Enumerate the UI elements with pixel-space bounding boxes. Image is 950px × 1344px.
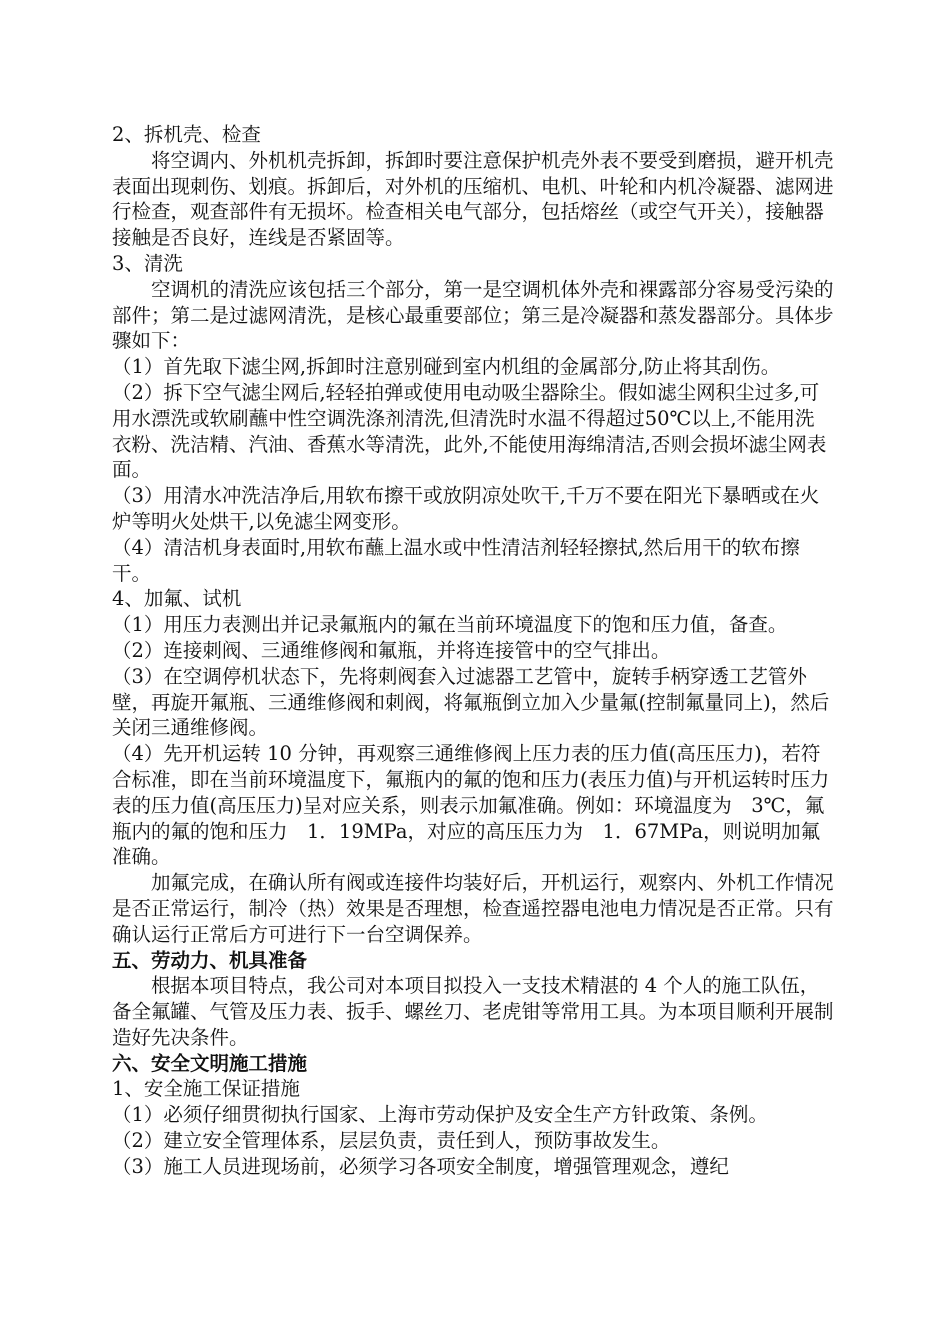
list-item: （1）首先取下滤尘网,拆卸时注意别碰到室内机组的金属部分,防止将其刮伤。 bbox=[112, 355, 781, 379]
paragraph: 根据本项目特点，我公司对本项目拟投入一支技术精湛的 4 个人的施工队伍，备全氟罐、气管及压力表、扳手、螺丝刀、老虎钳等常用工具。为本项目顺利开展制造好先决条件。 bbox=[112, 974, 834, 1049]
list-item: （3）用清水冲洗洁净后,用软布擦干或放阴凉处吹干,千万不要在阳光下暴晒或在火炉等明火处烘干,以免滤尘网变形。 bbox=[112, 484, 820, 533]
paragraph: 空调机的清洗应该包括三个部分，第一是空调机体外壳和裸露部分容易受污染的部件；第二是过滤网清洗，是核心最重要部位；第三是冷凝器和蒸发器部分。具体步骤如下： bbox=[112, 277, 834, 353]
section-heading: 六、安全文明施工措施 bbox=[112, 1051, 308, 1075]
subsection-heading: 4、加氟、试机 bbox=[112, 587, 242, 611]
list-item: （2）建立安全管理体系，层层负责，责任到人，预防事故发生。 bbox=[112, 1129, 671, 1153]
section-heading: 五、劳动力、机具准备 bbox=[112, 948, 308, 972]
list-item: （1）用压力表测出并记录氟瓶内的氟在当前环境温度下的饱和压力值，备查。 bbox=[112, 613, 788, 637]
paragraph: 将空调内、外机机壳拆卸，拆卸时要注意保护机壳外表不要受到磨损，避开机壳表面出现刺伤、划痕。拆卸后，对外机的压缩机、电机、叶轮和内机冷凝器、滤网进行检查，观查部件有无损坏。检查相关电气部分，包括熔丝（或空气开关），接触器接触是否良好，连线是否紧固等。 bbox=[112, 148, 834, 250]
list-item: （4）先开机运转 10 分钟，再观察三通维修阀上压力表的压力值(高压压力)，若符合标准，即在当前环境温度下，氟瓶内的氟的饱和压力(表压力值)与开机运转时压力表的压力值(高压压力)呈对应关系，则表示加氟准确。例如：环境温度为 3℃，氟瓶内的氟的饱和压力 1．19MPa，对应的高压压力为 1．67MPa，则说明加氟准确。 bbox=[112, 742, 830, 869]
list-item: （4）清洁机身表面时,用软布蘸上温水或中性清洁剂轻轻擦拭,然后用干的软布擦干。 bbox=[112, 535, 800, 585]
list-item: （2）连接刺阀、三通维修阀和氟瓶，并将连接管中的空气排出。 bbox=[112, 638, 671, 662]
subsection-heading: 3、清洗 bbox=[112, 251, 183, 275]
list-item: （3）在空调停机状态下，先将刺阀套入过滤器工艺管中，旋转手柄穿透工艺管外壁，再旋开氟瓶、三通维修阀和刺阀，将氟瓶倒立加入少量氟(控制氟量同上)，然后关闭三通维修阀。 bbox=[112, 664, 830, 740]
list-item: （1）必须仔细贯彻执行国家、上海市劳动保护及安全生产方针政策、条例。 bbox=[112, 1103, 768, 1127]
subsection-heading: 2、拆机壳、检查 bbox=[112, 123, 261, 146]
list-item: （3）施工人员进现场前，必须学习各项安全制度，增强管理观念，遵纪 bbox=[112, 1154, 729, 1178]
subsection-heading: 1、安全施工保证措施 bbox=[112, 1077, 300, 1101]
paragraph: 加氟完成，在确认所有阀或连接件均装好后，开机运行，观察内、外机工作情况是否正常运行，制冷（热）效果是否理想，检查遥控器电池电力情况是否正常。只有确认运行正常后方可进行下一台空调保养。 bbox=[112, 871, 834, 946]
list-item: （2）拆下空气滤尘网后,轻轻拍弹或使用电动吸尘器除尘。假如滤尘网积尘过多,可用水漂洗或软刷蘸中性空调洗涤剂清洗,但清洗时水温不得超过50℃以上,不能用洗衣粉、洗洁精、汽油、香蕉水等清洗，此外,不能使用海绵清洁,否则会损坏滤尘网表面。 bbox=[112, 380, 827, 482]
document-body bbox=[112, 122, 834, 1180]
